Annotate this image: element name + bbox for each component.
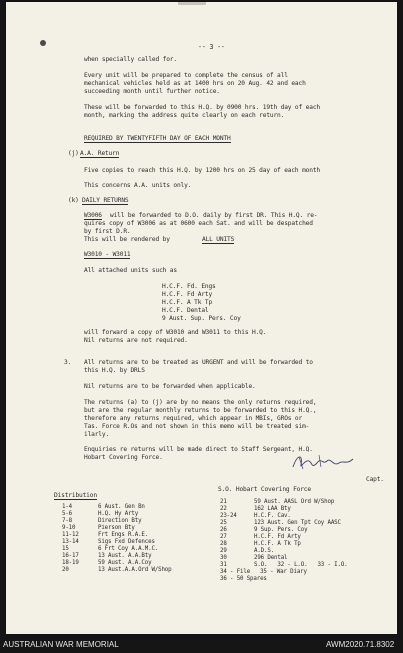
distribution-unit: H.Q. Hy Arty: [98, 511, 139, 517]
unit-item: H.C.F. A Tk Tp: [162, 299, 213, 306]
distribution-unit: 59 Aust. A.A.Coy: [98, 560, 152, 566]
distribution-number: 20: [62, 567, 69, 573]
unit-item: 9 Aust. Sup. Pers. Coy: [162, 315, 241, 322]
enquiries-line: Hobart Covering Force.: [84, 454, 163, 461]
w3006-label: W3006: [84, 212, 102, 219]
intro-para2-line: month, marking the address quite clearly on each return.: [84, 112, 285, 119]
distribution-number: 30: [220, 555, 227, 561]
unit-item: H.C.F. Fd. Engs: [162, 283, 216, 290]
distribution-number: 26: [220, 527, 227, 533]
distribution-number: 13-14: [62, 539, 79, 545]
section-j-line: Five copies to reach this H.Q. by 1200 hrs on 25 day of each month: [84, 167, 320, 174]
unit-item: H.C.F. Dental: [162, 307, 209, 314]
distribution-title: Distribution: [54, 492, 97, 499]
returns-para-line: but are the regular monthly returns to be forwarded to this H.Q.,: [84, 407, 317, 414]
forward-line: Nil returns are not required.: [84, 337, 188, 344]
distribution-unit: 123 Aust. Gen Tpt Coy AASC: [254, 520, 341, 526]
enquiries-line: Enquiries re returns will be made direct to Staff Sergeant, H.Q.: [84, 446, 313, 453]
section-j-line: This concerns A.A. units only.: [84, 182, 192, 189]
distribution-number: 1-4: [62, 504, 73, 510]
section-j-title: A.A. Return: [80, 150, 120, 157]
distribution-extra: 34 - File 35 - War Diary: [220, 569, 307, 575]
intro-para1-line: succeeding month until further notice.: [84, 88, 220, 95]
distribution-unit: 13 Aust. A.A.Bty: [98, 553, 152, 559]
returns-para-line: ilarly.: [84, 431, 110, 438]
distribution-number: 28: [220, 541, 227, 547]
distribution-unit: Pierson Bty: [98, 525, 135, 531]
w3010-label: W3010 - W3011: [84, 251, 131, 258]
distribution-number: 23-24: [220, 513, 237, 519]
section-3-line: this H.Q. by DRLS: [84, 367, 145, 374]
distribution-number: 7-8: [62, 518, 73, 524]
intro-line: when specially called for.: [84, 56, 177, 63]
nil-returns-line: Nil returns are to be forwarded when applicable.: [84, 383, 256, 390]
section-heading: REQUIRED BY TWENTYFIFTH DAY OF EACH MONTH: [84, 135, 231, 142]
distribution-unit: H.C.F. Cav.: [254, 513, 291, 519]
distribution-unit: Frt Engs R.A.E.: [98, 532, 149, 538]
distribution-unit: Direction Bty: [98, 518, 142, 524]
distribution-number: 21: [220, 499, 227, 505]
w3006-line: quires copy of W3006 as at 0600 each Sat. and will be despatched: [84, 220, 313, 227]
section-k-label: (k): [68, 197, 79, 204]
distribution-unit: 13 Aust.A.A.Ord W/Shop: [98, 567, 172, 573]
signature-rank: Capt.: [366, 476, 384, 483]
rendered-units: ALL UNITS: [202, 236, 235, 243]
distribution-unit: H.C.F. A Tk Tp: [254, 541, 301, 547]
signature-office: S.O. Hobart Covering Force: [218, 486, 311, 493]
distribution-number: 18-19: [62, 560, 79, 566]
intro-para1-line: Every unit will be prepared to complete the census of all: [84, 72, 288, 79]
distribution-number: 31: [220, 562, 227, 568]
section-3-line: All returns are to be treated as URGENT and will be forwarded to: [84, 359, 313, 366]
distribution-unit: 296 Dental: [254, 555, 288, 561]
footer-right: AWM2020.71.8302: [326, 640, 395, 649]
distribution-unit: Sigs Fxd Defences: [98, 539, 155, 545]
section-j-label: (j): [68, 150, 79, 157]
returns-para-line: Tas. Force R.Os and not shown in this memo will be treated sim-: [84, 423, 310, 430]
distribution-unit: 162 LAA Bty: [254, 506, 291, 512]
distribution-unit: 6 Aust. Gen Bn: [98, 504, 145, 510]
distribution-unit: 59 Aust. AASL Ord W/Shop: [254, 499, 335, 505]
section-3-number: 3.: [64, 359, 72, 366]
distribution-unit: H.C.F. Fd Arty: [254, 534, 301, 540]
distribution-unit: S.O. 32 - L.O. 33 - I.O.: [254, 562, 348, 568]
w3006-line: will be forwarded to D.O. daily by first DR. This H.Q. re-: [110, 212, 318, 219]
distribution-extra: 36 - 50 Spares: [220, 576, 267, 582]
returns-para-line: therefore any returns required, which appear in MBIs, GROs or: [84, 415, 303, 422]
distribution-number: 22: [220, 506, 227, 512]
page-number: -- 3 --: [198, 43, 225, 51]
distribution-number: 16-17: [62, 553, 79, 559]
punch-hole: [40, 40, 46, 46]
distribution-number: 25: [220, 520, 227, 526]
handwritten-signature: [289, 451, 357, 473]
distribution-number: 29: [220, 548, 227, 554]
intro-para1-line: mechanical vehicles held as at 1400 hrs on 20 Aug. 42 and each: [84, 80, 306, 87]
returns-para-line: The returns (a) to (j) are by no means the only returns required,: [84, 399, 317, 406]
distribution-number: 11-12: [62, 532, 79, 538]
distribution-unit: 6 Frt Coy A.A.M.C.: [98, 546, 159, 552]
document-page: [6, 2, 397, 634]
distribution-unit: 9 Sup. Pers. Coy: [254, 527, 308, 533]
intro-para2-line: These will be forwarded to this H.Q. by 0900 hrs. 19th day of each: [84, 104, 320, 111]
distribution-number: 15: [62, 546, 69, 552]
attached-units-text: All attached units such as: [84, 267, 177, 274]
section-k-title: DAILY RETURNS: [82, 197, 129, 204]
footer-left: AUSTRALIAN WAR MEMORIAL: [3, 640, 119, 649]
staple-mark: [178, 2, 206, 5]
forward-line: will forward a copy of W3010 and W3011 to this H.Q.: [84, 329, 267, 336]
distribution-unit: A.D.S.: [254, 548, 275, 554]
distribution-number: 9-10: [62, 525, 76, 531]
distribution-number: 27: [220, 534, 227, 540]
distribution-number: 5-6: [62, 511, 73, 517]
rendered-prefix: This will be rendered by: [84, 236, 170, 243]
unit-item: H.C.F. Fd Arty: [162, 291, 213, 298]
w3006-line: by first D.R.: [84, 228, 131, 235]
